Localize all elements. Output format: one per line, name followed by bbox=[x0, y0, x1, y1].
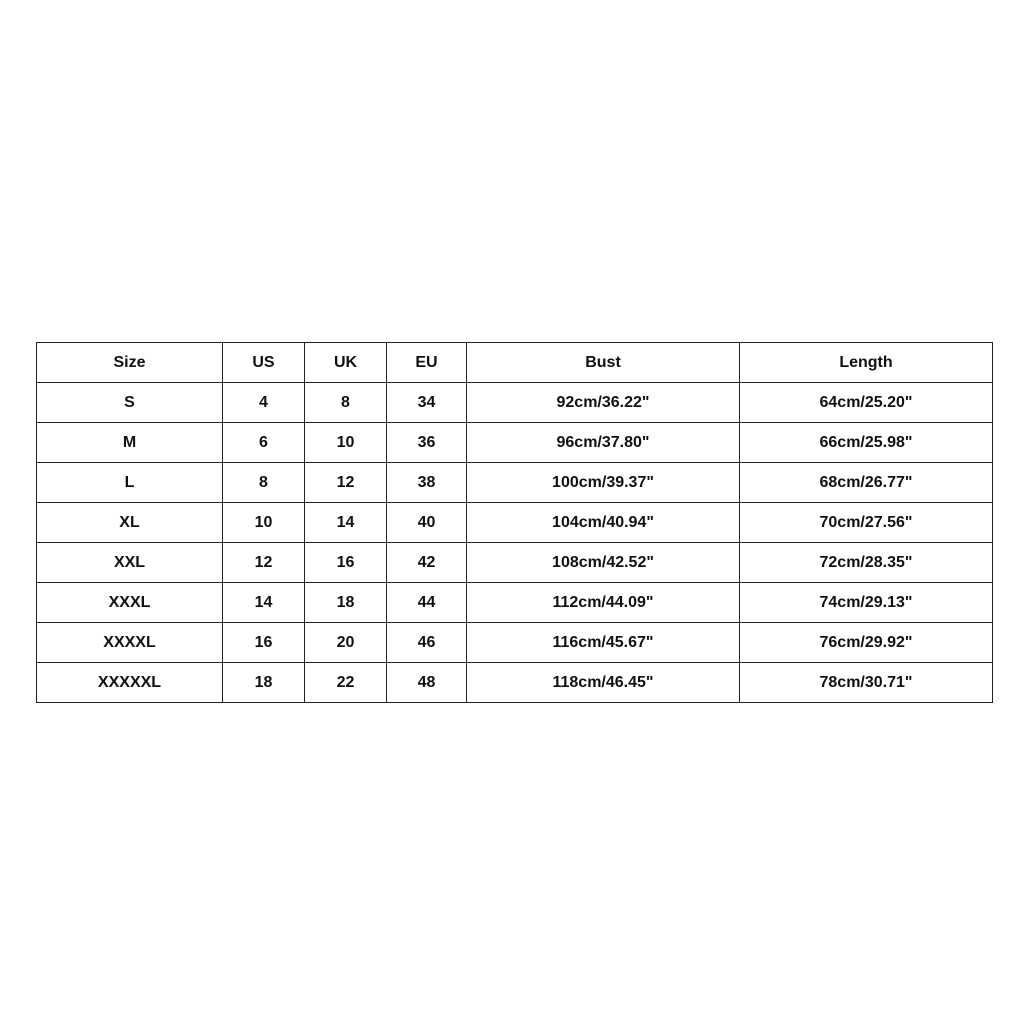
cell-eu: 48 bbox=[387, 663, 467, 703]
table-row bbox=[37, 623, 993, 663]
cell-uk: 10 bbox=[305, 423, 387, 463]
cell-size: M bbox=[37, 423, 223, 463]
cell-bust: 96cm/37.80" bbox=[467, 423, 740, 463]
cell-us: 10 bbox=[223, 503, 305, 543]
cell-size: L bbox=[37, 463, 223, 503]
header-bust: Bust bbox=[467, 343, 740, 383]
cell-uk: 16 bbox=[305, 543, 387, 583]
cell-size: XXXL bbox=[37, 583, 223, 623]
cell-bust: 92cm/36.22" bbox=[467, 383, 740, 423]
table-row bbox=[37, 543, 993, 583]
cell-length: 76cm/29.92" bbox=[740, 623, 993, 663]
cell-us: 4 bbox=[223, 383, 305, 423]
cell-us: 12 bbox=[223, 543, 305, 583]
cell-uk: 20 bbox=[305, 623, 387, 663]
cell-us: 8 bbox=[223, 463, 305, 503]
cell-eu: 38 bbox=[387, 463, 467, 503]
header-eu: EU bbox=[387, 343, 467, 383]
header-us: US bbox=[223, 343, 305, 383]
table-row bbox=[37, 663, 993, 703]
cell-length: 64cm/25.20" bbox=[740, 383, 993, 423]
cell-us: 18 bbox=[223, 663, 305, 703]
header-uk: UK bbox=[305, 343, 387, 383]
cell-uk: 12 bbox=[305, 463, 387, 503]
cell-eu: 44 bbox=[387, 583, 467, 623]
cell-uk: 18 bbox=[305, 583, 387, 623]
cell-bust: 116cm/45.67" bbox=[467, 623, 740, 663]
cell-size: XXXXXL bbox=[37, 663, 223, 703]
cell-bust: 104cm/40.94" bbox=[467, 503, 740, 543]
header-row bbox=[37, 343, 993, 383]
header-length: Length bbox=[740, 343, 993, 383]
table-row bbox=[37, 383, 993, 423]
cell-eu: 40 bbox=[387, 503, 467, 543]
table-row bbox=[37, 503, 993, 543]
table-row bbox=[37, 463, 993, 503]
cell-us: 6 bbox=[223, 423, 305, 463]
cell-uk: 22 bbox=[305, 663, 387, 703]
cell-size: XXL bbox=[37, 543, 223, 583]
size-chart-table bbox=[36, 342, 993, 703]
cell-us: 16 bbox=[223, 623, 305, 663]
cell-bust: 112cm/44.09" bbox=[467, 583, 740, 623]
table-row bbox=[37, 583, 993, 623]
cell-length: 72cm/28.35" bbox=[740, 543, 993, 583]
cell-size: XL bbox=[37, 503, 223, 543]
cell-length: 70cm/27.56" bbox=[740, 503, 993, 543]
cell-bust: 108cm/42.52" bbox=[467, 543, 740, 583]
cell-size: XXXXL bbox=[37, 623, 223, 663]
cell-bust: 100cm/39.37" bbox=[467, 463, 740, 503]
cell-length: 66cm/25.98" bbox=[740, 423, 993, 463]
cell-eu: 46 bbox=[387, 623, 467, 663]
cell-uk: 14 bbox=[305, 503, 387, 543]
cell-eu: 42 bbox=[387, 543, 467, 583]
cell-size: S bbox=[37, 383, 223, 423]
cell-eu: 34 bbox=[387, 383, 467, 423]
cell-bust: 118cm/46.45" bbox=[467, 663, 740, 703]
cell-eu: 36 bbox=[387, 423, 467, 463]
header-size: Size bbox=[37, 343, 223, 383]
table-row bbox=[37, 423, 993, 463]
cell-length: 78cm/30.71" bbox=[740, 663, 993, 703]
cell-us: 14 bbox=[223, 583, 305, 623]
cell-uk: 8 bbox=[305, 383, 387, 423]
cell-length: 68cm/26.77" bbox=[740, 463, 993, 503]
cell-length: 74cm/29.13" bbox=[740, 583, 993, 623]
